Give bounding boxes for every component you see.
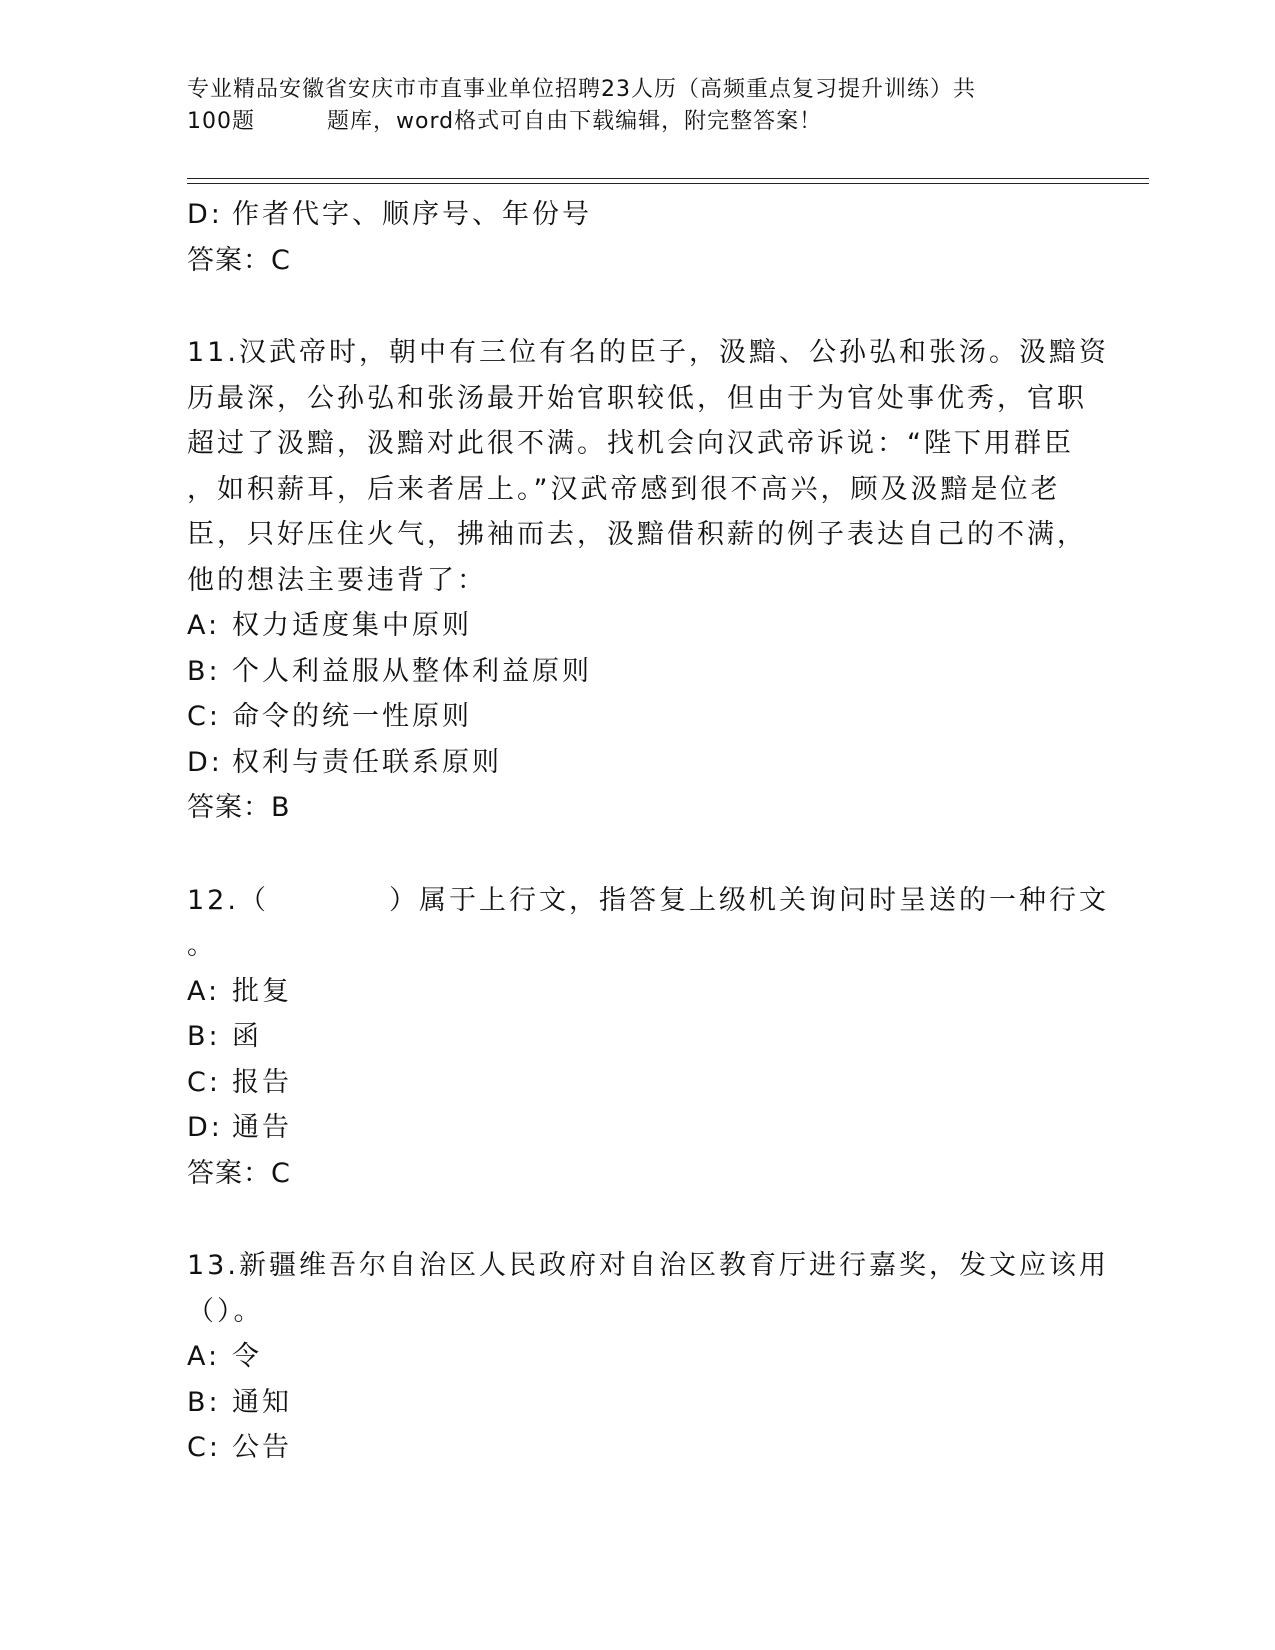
question-stem-line: 历最深，公孙弘和张汤最开始官职较低，但由于为官处事优秀，官职 [187,382,1087,414]
option-label: B: [187,655,221,687]
option-text: 报告 [232,1066,292,1098]
spacer [187,1196,1087,1243]
question-12 [187,878,1109,1197]
question-stem-line: （）。 [187,1295,264,1327]
answer-line: 答案：C [187,1157,291,1189]
page-header [187,74,1067,138]
option-text: 权利与责任联系原则 [232,746,502,778]
header-title-line1: 专业精品安徽省安庆市市直事业单位招聘23人历（高频重点复习提升训练）共 [187,77,976,102]
option-label: A: [187,975,221,1007]
option-label: A: [187,610,221,641]
option-a [187,1334,1087,1380]
option-text: 公告 [232,1432,292,1463]
option-text: 命令的统一性原则 [232,701,472,732]
option-label: C: [187,1432,221,1463]
option-c [187,694,1087,740]
option-label: C: [187,1066,221,1098]
option-d [187,740,1087,786]
option-b [187,649,1087,695]
option-b [187,1014,1087,1060]
option-text: 通知 [232,1386,292,1418]
option-text: 令 [232,1341,262,1372]
header-divider-top [187,178,1149,179]
option-a [187,969,1087,1015]
option-text: 函 [232,1021,262,1052]
option-c [187,1425,1087,1471]
option-text: 作者代字、顺序号、年份号 [232,199,592,230]
option-d [187,192,1087,238]
question-stem-line: 臣，只好压住火气，拂袖而去，汲黯借积薪的例子表达自己的不满， [187,519,1087,550]
question-stem-line: 11.汉武帝时，朝中有三位有名的臣子，汲黯、公孙弘和张汤。汲黯资 [187,337,1109,368]
option-label: D: [187,1112,223,1143]
option-d [187,1105,1087,1151]
option-label: D: [187,746,223,778]
question-11 [187,330,1109,831]
question-13 [187,1243,1109,1471]
option-label: B: [187,1386,221,1418]
header-question-count: 100题 [187,109,255,134]
question-stem-line: ，如积薪耳，后来者居上。”汉武帝感到很不高兴，顾及汲黯是位老 [187,473,1061,505]
option-c [187,1060,1087,1106]
option-text: 批复 [232,975,292,1007]
question-stem-line: 13.新疆维吾尔自治区人民政府对自治区教育厅进行嘉奖，发文应该用 [187,1250,1109,1281]
question-stem-line: 12.（ ）属于上行文，指答复上级机关询问时呈送的一种行文 [187,884,1109,916]
option-b [187,1380,1087,1426]
answer-line: 答案：B [187,792,291,823]
answer-line: 答案：C [187,244,291,276]
question-stem-line: 超过了汲黯，汲黯对此很不满。找机会向汉武帝诉说：“陛下用群臣 [187,428,1074,459]
option-text: 个人利益服从整体利益原则 [232,655,592,687]
option-label: C: [187,701,221,732]
option-a [187,603,1087,649]
option-label: D: [187,199,223,230]
spacer [187,283,1087,330]
spacer [187,831,1087,878]
question-stem-line: 。 [187,930,217,961]
question-stem-line: 他的想法主要违背了： [187,564,487,596]
header-title-line2: 题库，word格式可自由下载编辑，附完整答案！ [327,109,823,134]
option-text: 权力适度集中原则 [232,610,472,641]
option-label: B: [187,1021,221,1052]
header-title-line2-wrap [187,106,1067,138]
option-text: 通告 [232,1112,292,1143]
header-divider-bottom [187,183,1149,184]
question-content [187,192,1109,1471]
option-label: A: [187,1341,221,1372]
